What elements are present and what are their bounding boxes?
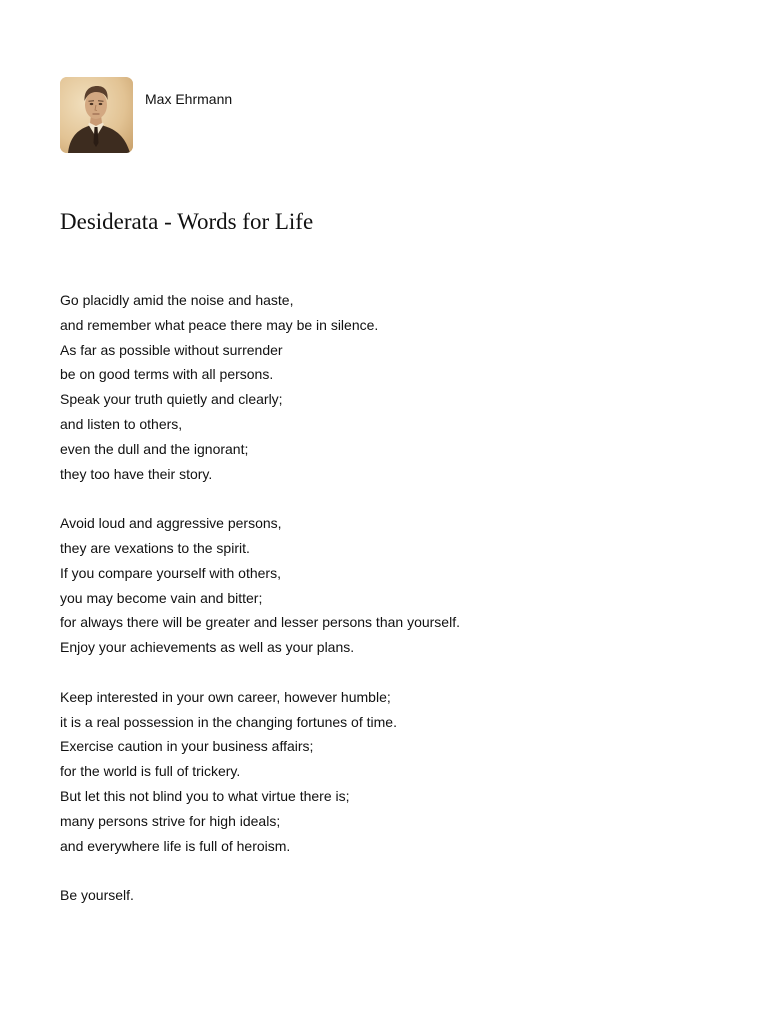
poem-stanza bbox=[60, 288, 740, 486]
page-title: Desiderata - Words for Life bbox=[60, 209, 314, 234]
poem-line: you may become vain and bitter; bbox=[60, 589, 263, 606]
poem-line: it is a real possession in the changing fortunes of time. bbox=[60, 713, 397, 730]
poem-line: for always there will be greater and lesser persons than yourself. bbox=[60, 614, 460, 631]
poem-line: As far as possible without surrender bbox=[60, 341, 283, 358]
poem-line: Avoid loud and aggressive persons, bbox=[60, 515, 282, 532]
poem-line: even the dull and the ignorant; bbox=[60, 440, 249, 457]
poem-line: they are vexations to the spirit. bbox=[60, 539, 250, 556]
poem-line: Enjoy your achievements as well as your plans. bbox=[60, 639, 355, 656]
author-avatar[interactable] bbox=[60, 77, 133, 153]
poem-line: and listen to others, bbox=[60, 415, 183, 432]
poem-line: Keep interested in your own career, however humble; bbox=[60, 688, 391, 705]
author-portrait-icon bbox=[60, 77, 133, 153]
poem-line: Go placidly amid the noise and haste, bbox=[60, 292, 294, 308]
poem-body bbox=[60, 288, 740, 933]
poem-stanza bbox=[60, 883, 740, 908]
poem-stanza bbox=[60, 685, 740, 859]
poem-line: many persons strive for high ideals; bbox=[60, 812, 281, 829]
poem-stanza bbox=[60, 511, 740, 660]
poem-line: and everywhere life is full of heroism. bbox=[60, 837, 291, 854]
poem-line: If you compare yourself with others, bbox=[60, 564, 281, 581]
poem-line: But let this not blind you to what virtue there is; bbox=[60, 787, 350, 804]
author-header bbox=[60, 77, 232, 153]
poem-line: and remember what peace there may be in silence. bbox=[60, 316, 379, 333]
poem-line: they too have their story. bbox=[60, 465, 213, 482]
poem-line: for the world is full of trickery. bbox=[60, 763, 241, 780]
author-name[interactable]: Max Ehrmann bbox=[145, 91, 233, 107]
poem-line: Exercise caution in your business affairs; bbox=[60, 738, 314, 755]
poem-line: Speak your truth quietly and clearly; bbox=[60, 391, 283, 408]
poem-line: Be yourself. bbox=[60, 887, 134, 904]
poem-line: be on good terms with all persons. bbox=[60, 366, 274, 383]
